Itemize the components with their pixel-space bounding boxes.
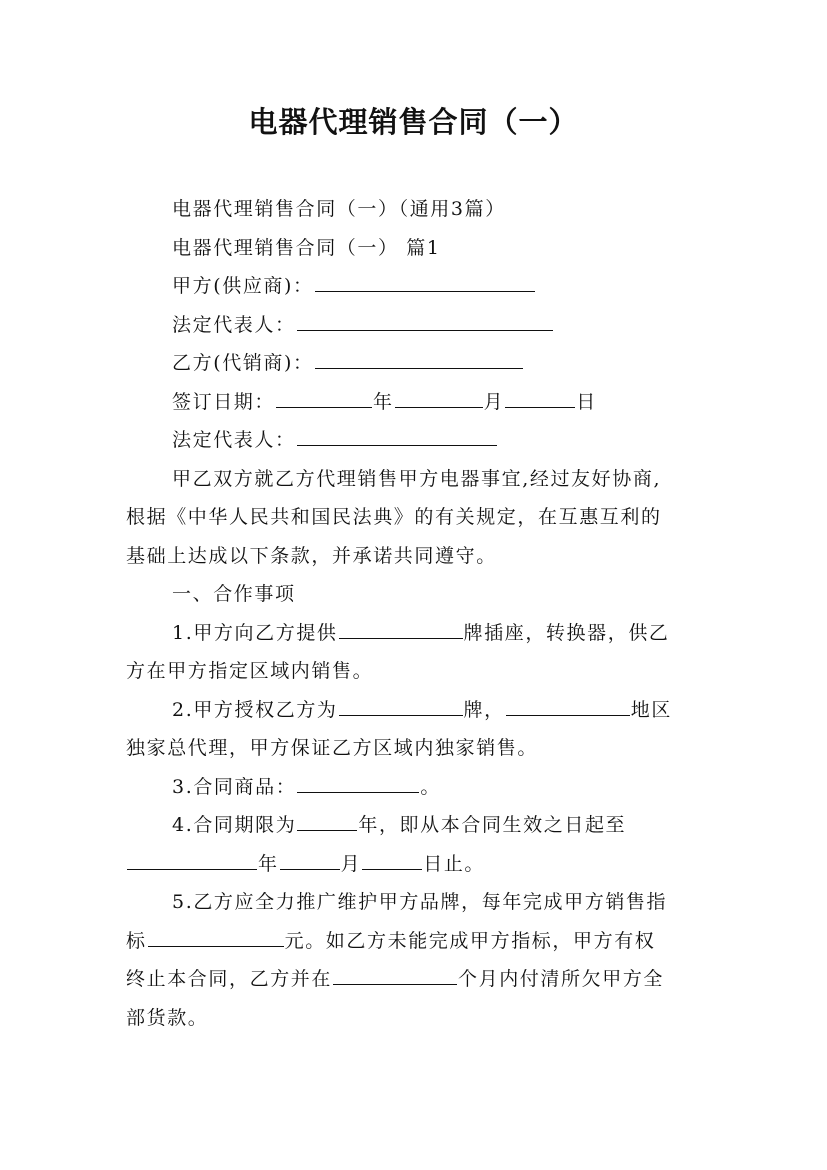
blank-field[interactable] xyxy=(315,349,523,369)
contract-line xyxy=(126,383,702,422)
line-text: 甲方(供应商)： xyxy=(172,275,314,297)
contract-line xyxy=(126,652,702,691)
line-text: 基础上达成以下条款，并承诺共同遵守。 xyxy=(126,544,497,567)
blank-field[interactable] xyxy=(280,850,340,870)
contract-line xyxy=(126,691,702,730)
line-text: 方在甲方指定区域内销售。 xyxy=(126,660,374,682)
line-text: 1.甲方向乙方提供 xyxy=(172,621,338,644)
line-text: 2.甲方授权乙方为 xyxy=(172,698,338,721)
line-text: 部货款。 xyxy=(126,1006,209,1029)
line-text-after-blank: 牌， xyxy=(463,698,505,721)
line-text-after-blank: 月 xyxy=(483,390,505,413)
line-text: 标 xyxy=(126,929,147,952)
line-text: 电器代理销售合同（一） 篇1 xyxy=(172,236,441,259)
blank-field[interactable] xyxy=(148,927,284,947)
line-text-after-blank: 日止。 xyxy=(423,852,486,875)
blank-field[interactable] xyxy=(276,388,372,408)
contract-line xyxy=(126,575,702,614)
line-text-after-blank: 日 xyxy=(576,390,597,413)
blank-field[interactable] xyxy=(333,965,457,985)
document-body xyxy=(126,190,702,1037)
contract-line xyxy=(126,729,702,768)
blank-field[interactable] xyxy=(362,850,422,870)
line-text-after-blank: 年 xyxy=(373,390,394,413)
line-text-after-blank: 元。如乙方未能完成甲方指标，甲方有权 xyxy=(284,929,656,952)
blank-field[interactable] xyxy=(297,311,553,331)
contract-line xyxy=(126,229,702,268)
line-text-after-blank: 个月内付清所欠甲方全 xyxy=(458,968,665,990)
line-text: 签订日期： xyxy=(172,390,276,413)
line-text: 电器代理销售合同（一）（通用3篇） xyxy=(172,198,506,220)
blank-field[interactable] xyxy=(339,696,463,716)
contract-line xyxy=(126,190,702,229)
line-text: 4.合同期限为 xyxy=(172,814,297,836)
contract-line xyxy=(126,922,702,961)
blank-field[interactable] xyxy=(505,388,575,408)
contract-line xyxy=(126,845,702,884)
contract-line xyxy=(126,960,702,999)
contract-line xyxy=(126,614,702,653)
contract-line xyxy=(126,421,702,460)
contract-line xyxy=(126,460,702,499)
contract-line xyxy=(126,883,702,922)
contract-line xyxy=(126,806,702,845)
blank-field[interactable] xyxy=(297,811,357,831)
line-text: 甲乙双方就乙方代理销售甲方电器事宜,经过友好协商, xyxy=(172,467,662,490)
contract-line xyxy=(126,267,702,306)
contract-line xyxy=(126,537,702,576)
line-text: 独家总代理，甲方保证乙方区域内独家销售。 xyxy=(126,737,539,759)
line-text: 法定代表人： xyxy=(172,429,296,451)
document-title: 电器代理销售合同（一） xyxy=(248,105,579,139)
contract-line xyxy=(126,306,702,345)
line-text: 一、合作事项 xyxy=(172,583,296,605)
blank-field[interactable] xyxy=(395,388,483,408)
line-text: 乙方(代销商)： xyxy=(172,352,314,374)
contract-line xyxy=(126,768,702,807)
contract-line xyxy=(126,999,702,1038)
blank-field[interactable] xyxy=(297,773,419,793)
line-text-after-blank: 年，即从本合同生效之日起至 xyxy=(358,814,627,836)
line-text-after-blank: 月 xyxy=(340,852,362,875)
contract-line xyxy=(126,344,702,383)
line-text-after-blank: 牌插座，转换器，供乙 xyxy=(463,621,670,644)
line-text: 法定代表人： xyxy=(172,313,296,336)
line-text: 3.合同商品： xyxy=(172,775,297,798)
line-text-after-blank: 地区 xyxy=(630,698,672,721)
line-text-after-blank: 。 xyxy=(420,775,441,798)
blank-field[interactable] xyxy=(127,850,257,870)
blank-field[interactable] xyxy=(506,696,630,716)
blank-field[interactable] xyxy=(339,619,463,639)
blank-field[interactable] xyxy=(315,272,535,292)
line-text: 根据《中华人民共和国民法典》的有关规定，在互惠互利的 xyxy=(126,506,662,528)
contract-line xyxy=(126,498,702,537)
line-text: 终止本合同，乙方并在 xyxy=(126,968,333,990)
blank-field[interactable] xyxy=(297,426,497,446)
line-text: 5.乙方应全力推广维护甲方品牌，每年完成甲方销售指 xyxy=(172,891,668,913)
line-text-after-blank: 年 xyxy=(258,852,279,875)
